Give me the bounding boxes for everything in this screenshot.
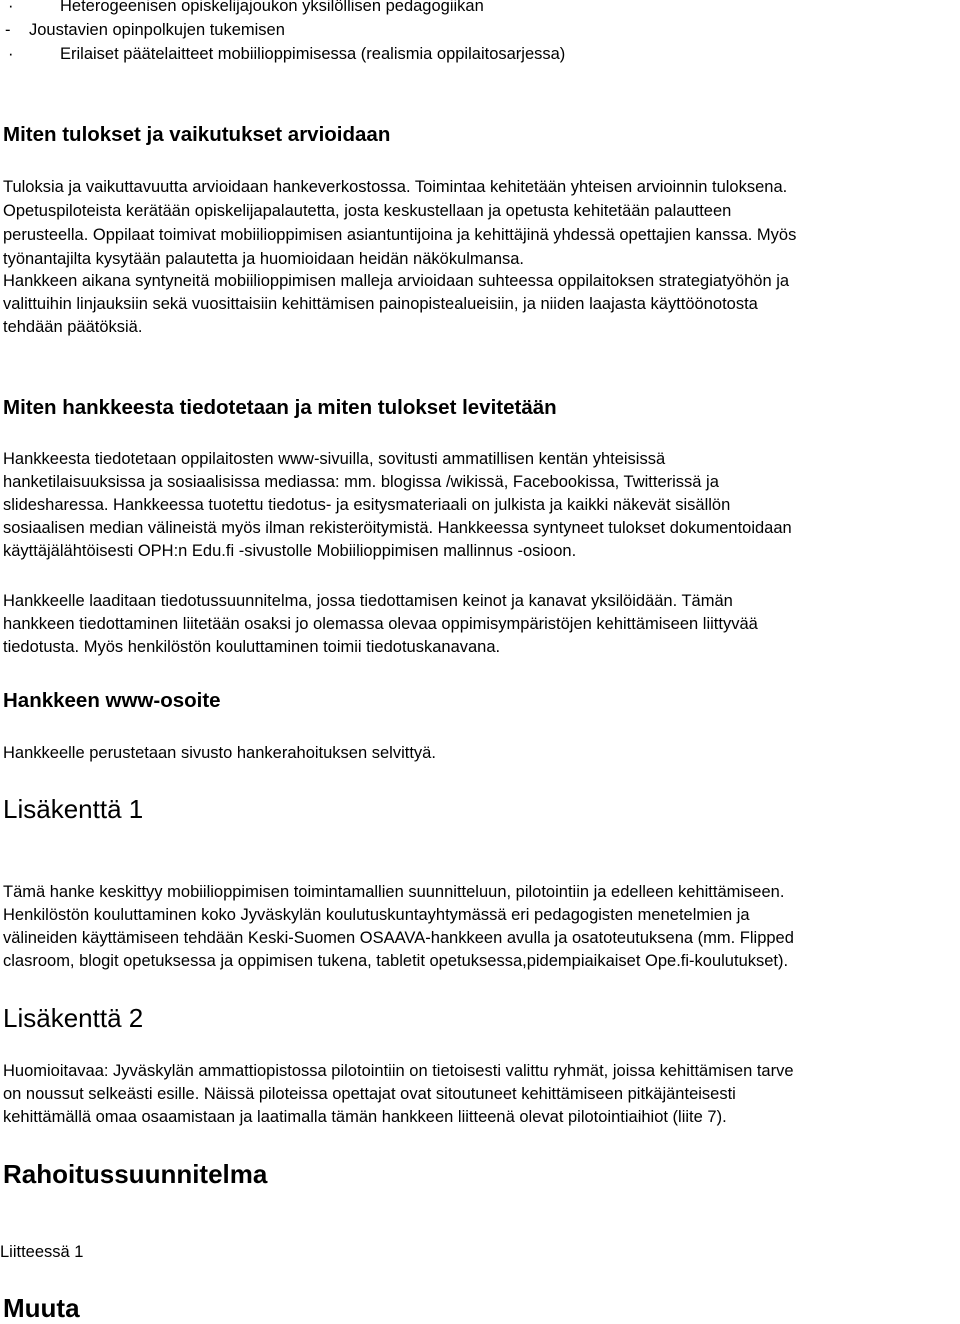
paragraph-line: Hankkeelle laaditaan tiedotussuunnitelma, jossa tiedottamisen keinot ja kanavat yksilöidään. Tämän [3,592,733,610]
paragraph-line: clasroom, blogit opetuksessa ja oppimisen tukena, tabletit opetuksessa,pidempiaikaiset Ope.fi-koulutukset). [3,952,789,970]
bullet-mark: - [5,21,11,39]
paragraph-line: on noussut selkeästi esille. Näissä piloteissa opettajat ovat sitoutuneet kehittämiseen pitkäjänteisesti [3,1085,736,1103]
paragraph-line: Hankkeen aikana syntyneitä mobiilioppimisen malleja arvioidaan suhteessa oppilaitoksen strategiatyöhön ja [3,272,790,290]
paragraph-line: slidesharessa. Hankkeessa tuotettu tiedotus- ja esitysmateriaali on julkista ja kaikki näkevät sisällön [3,496,731,514]
paragraph-line: valittuihin linjauksiin sekä vuosittaisiin kehittämisen painopistealueisiin, ja niiden laajasta käyttöönotosta [3,295,758,313]
section-heading-extra2: Lisäkenttä 2 [3,1003,144,1033]
paragraph-line: Liitteessä 1 [0,1243,84,1261]
paragraph-line: Hankkeesta tiedotetaan oppilaitosten www-sivuilla, sovitusti ammatillisen kentän yhteisissä [3,450,666,468]
paragraph-line: Henkilöstön kouluttaminen koko Jyväskylän koulutuskuntayhtymässä eri pedagogisten menetelmien ja [3,906,750,924]
paragraph-line: tiedotusta. Myös henkilöstön kouluttaminen toimii tiedotuskanavana. [3,638,501,656]
paragraph-line: hankkeen tiedottaminen liitetään osaksi jo olemassa olevaa oppimisympäristöjen kehittämiseen liittyvää [3,615,758,633]
paragraph-line: Hankkeelle perustetaan sivusto hankerahoituksen selvittyä. [3,744,436,762]
paragraph-line: käyttäjälähtöisesti OPH:n Edu.fi -sivustolle Mobiilioppimisen mallinnus -osioon. [3,542,577,560]
paragraph-line: välineiden käyttämiseen tehdään Keski-Suomen OSAAVA-hankkeen avulla ja osatoteutuksena (mm. Flipped [3,929,794,947]
bullet-text: Heterogeenisen opiskelijajoukon yksilöllisen pedagogiikan [60,0,484,15]
section-heading-results: Miten tulokset ja vaikutukset arvioidaan [3,123,391,146]
section-heading-communication: Miten hankkeesta tiedotetaan ja miten tulokset levitetään [3,396,557,419]
paragraph-line: sosiaalisen median välineistä myös ilman rekisteröitymistä. Hankkeessa syntyneet tulokset dokumentoidaan [3,519,792,537]
section-heading-extra1: Lisäkenttä 1 [3,794,144,824]
paragraph-line: Opetuspiloteista kerätään opiskelijapalautetta, josta keskustellaan ja opetusta kehitetään palautteen [3,202,732,220]
paragraph-line: hanketilaisuuksissa ja sosiaalisissa mediassa: mm. blogissa /wikissä, Facebookissa, Twitterissä ja [3,473,719,491]
paragraph-line: perusteella. Oppilaat toimivat mobiilioppimisen asiantuntijoina ja kehittäjinä yhdessä opettajien kanssa. Myös [3,226,797,244]
paragraph-line: tehdään päätöksiä. [3,318,143,336]
paragraph-line: Tämä hanke keskittyy mobiilioppimisen toimintamallien suunnitteluun, pilotointiin ja edelleen kehittämiseen. [3,883,785,901]
paragraph-line: Huomioitavaa: Jyväskylän ammattiopistossa pilotointiin on tietoisesti valittu ryhmät, joissa kehittämisen tarve [3,1062,794,1080]
bullet-mark: · [8,45,14,63]
bullet-mark: · [8,0,14,15]
paragraph-line: Tuloksia ja vaikuttavuutta arvioidaan hankeverkostossa. Toimintaa kehitetään yhteisen arvioinnin tuloksena. [3,178,788,196]
bullet-text: Erilaiset päätelaitteet mobiilioppimisessa (realismia oppilaitosarjessa) [60,45,566,63]
bullet-text: Joustavien opinpolkujen tukemisen [29,21,285,39]
section-heading-www: Hankkeen www-osoite [3,689,221,712]
section-heading-other: Muuta [3,1293,80,1323]
paragraph-line: työnantajilta kysytään palautetta ja huomioidaan heidän näkökulmansa. [3,250,525,268]
section-heading-funding: Rahoitussuunnitelma [3,1159,268,1189]
paragraph-line: kehittämällä omaa osaamistaan ja laatimalla tämän hankkeen liitteenä olevat pilotointiaihiot (liite 7). [3,1108,727,1126]
